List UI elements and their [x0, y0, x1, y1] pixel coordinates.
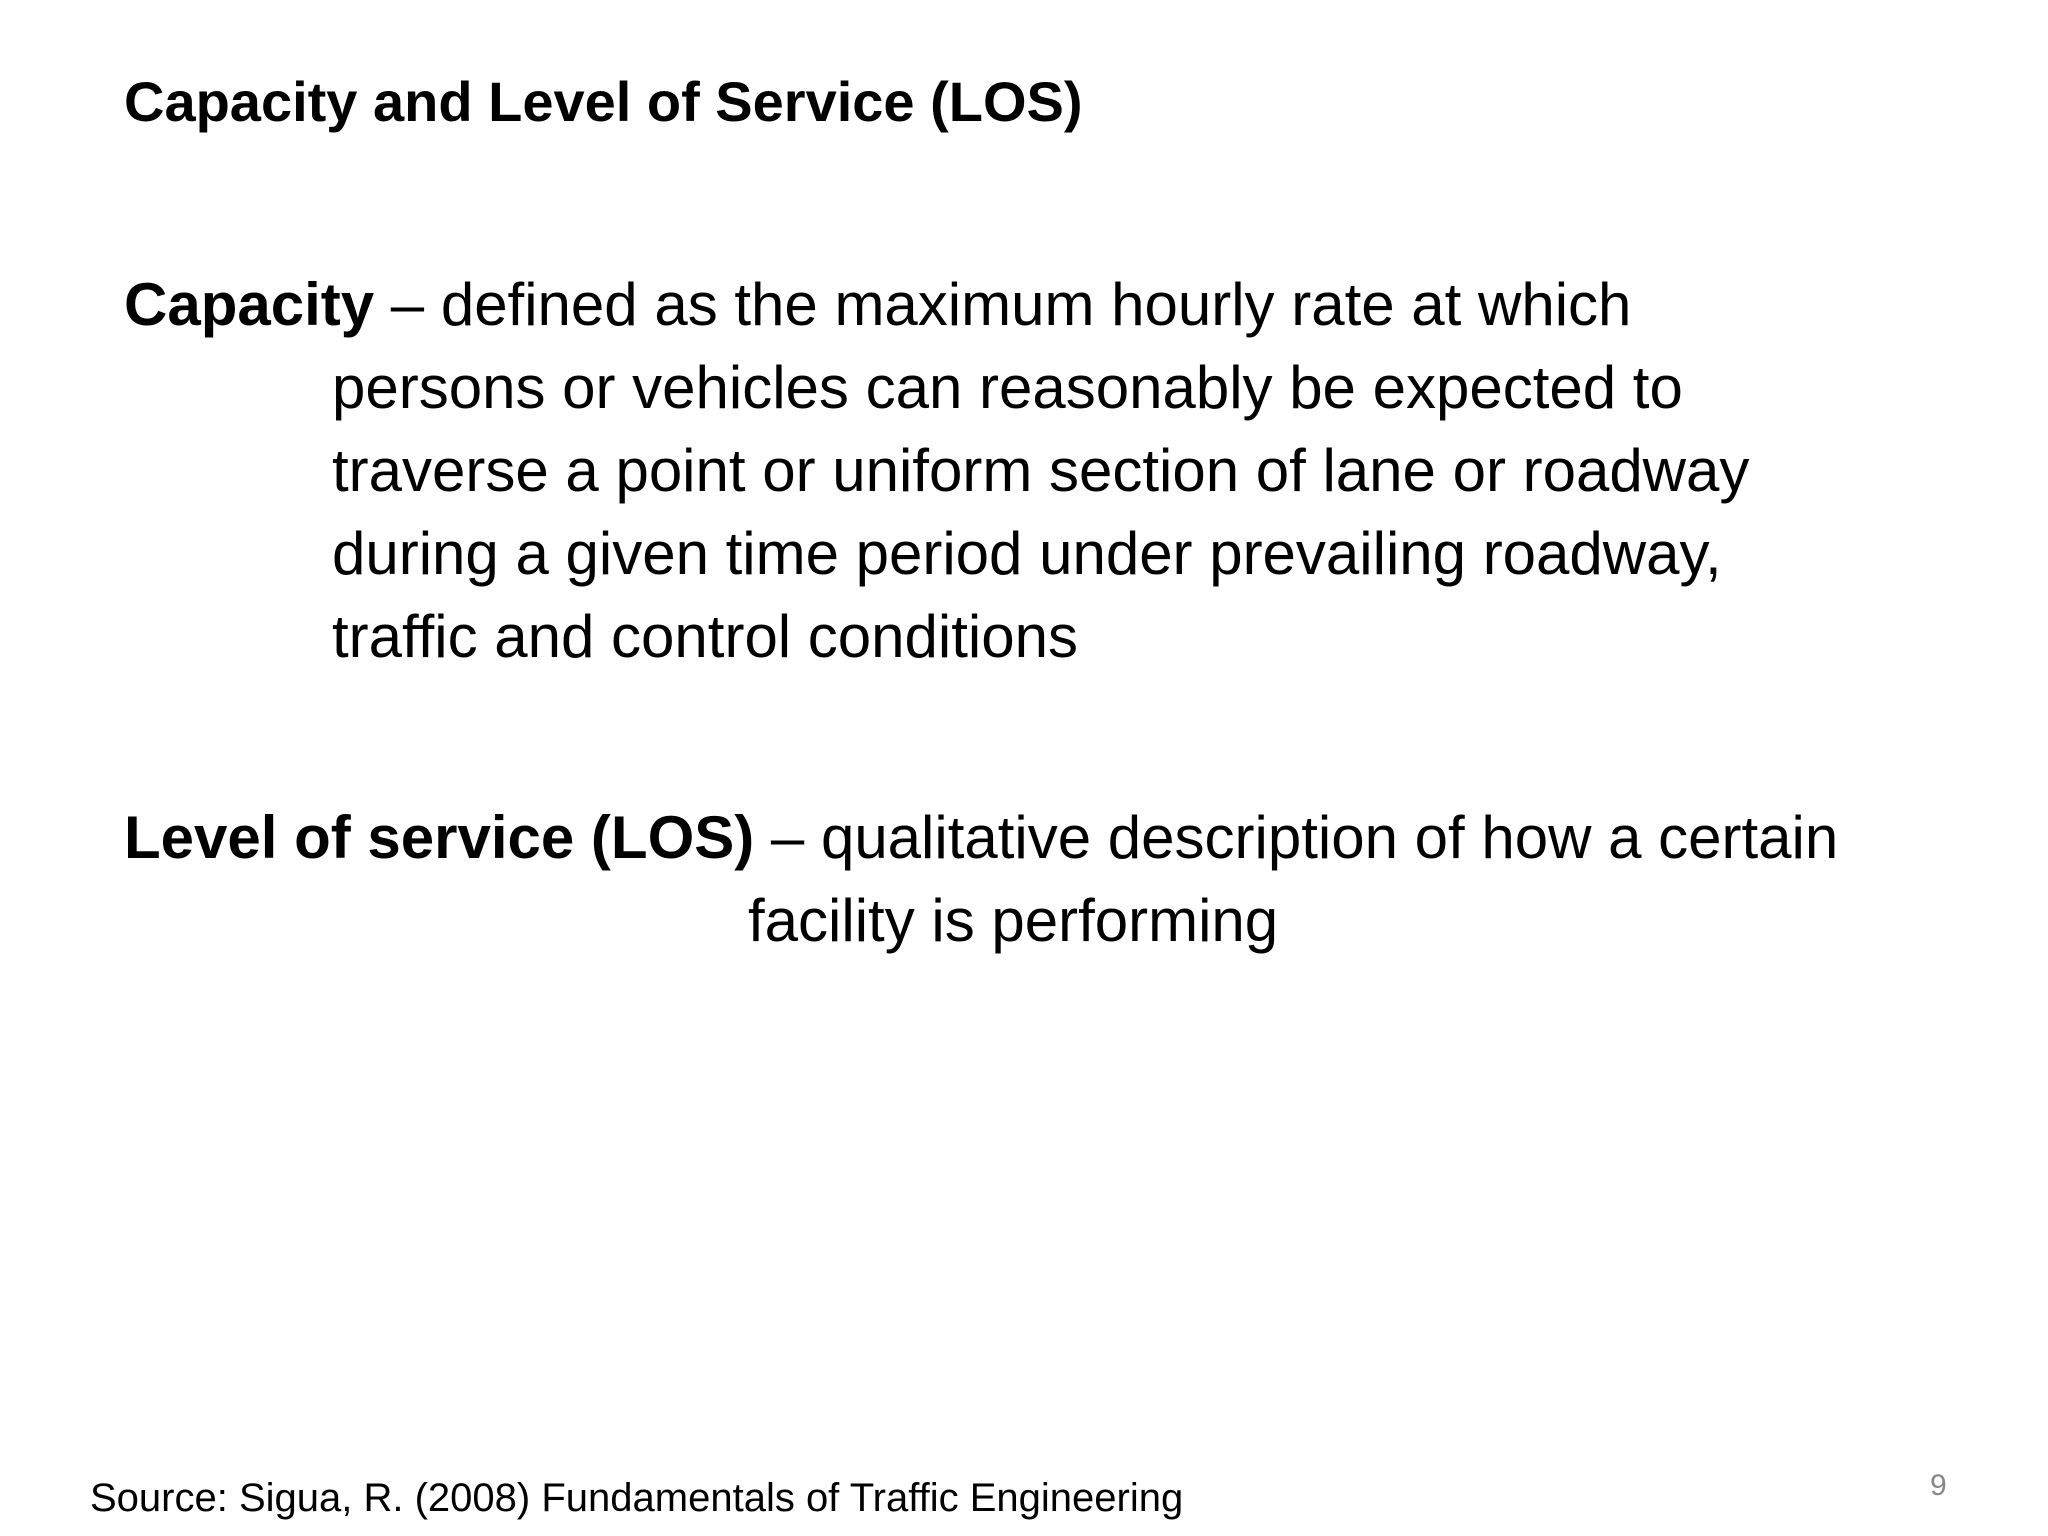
slide-title: Capacity and Level of Service (LOS) — [124, 70, 1083, 133]
capacity-first-line — [124, 263, 1749, 346]
los-term: Level of service (LOS) — [124, 804, 755, 871]
capacity-line-1: – defined as the maximum hourly rate at which — [390, 271, 1632, 338]
capacity-term: Capacity — [124, 271, 375, 338]
capacity-line-5: traffic and control conditions — [332, 603, 1078, 670]
los-first-line — [124, 796, 1838, 879]
capacity-line-2: persons or vehicles can reasonably be expected to — [332, 354, 1683, 421]
los-definition — [124, 796, 1838, 962]
source-citation: Source: Sigua, R. (2008) Fundamentals of Traffic Engineering — [90, 1476, 1184, 1520]
los-line-2: facility is performing — [748, 887, 1279, 954]
capacity-line-3: traverse a point or uniform section of lane or roadway — [332, 437, 1750, 504]
capacity-line-4: during a given time period under prevailing roadway, — [332, 520, 1722, 587]
los-line-1: – qualitative description of how a certain — [770, 804, 1839, 871]
capacity-definition — [124, 263, 1749, 678]
page-number: 9 — [1930, 1469, 1947, 1502]
